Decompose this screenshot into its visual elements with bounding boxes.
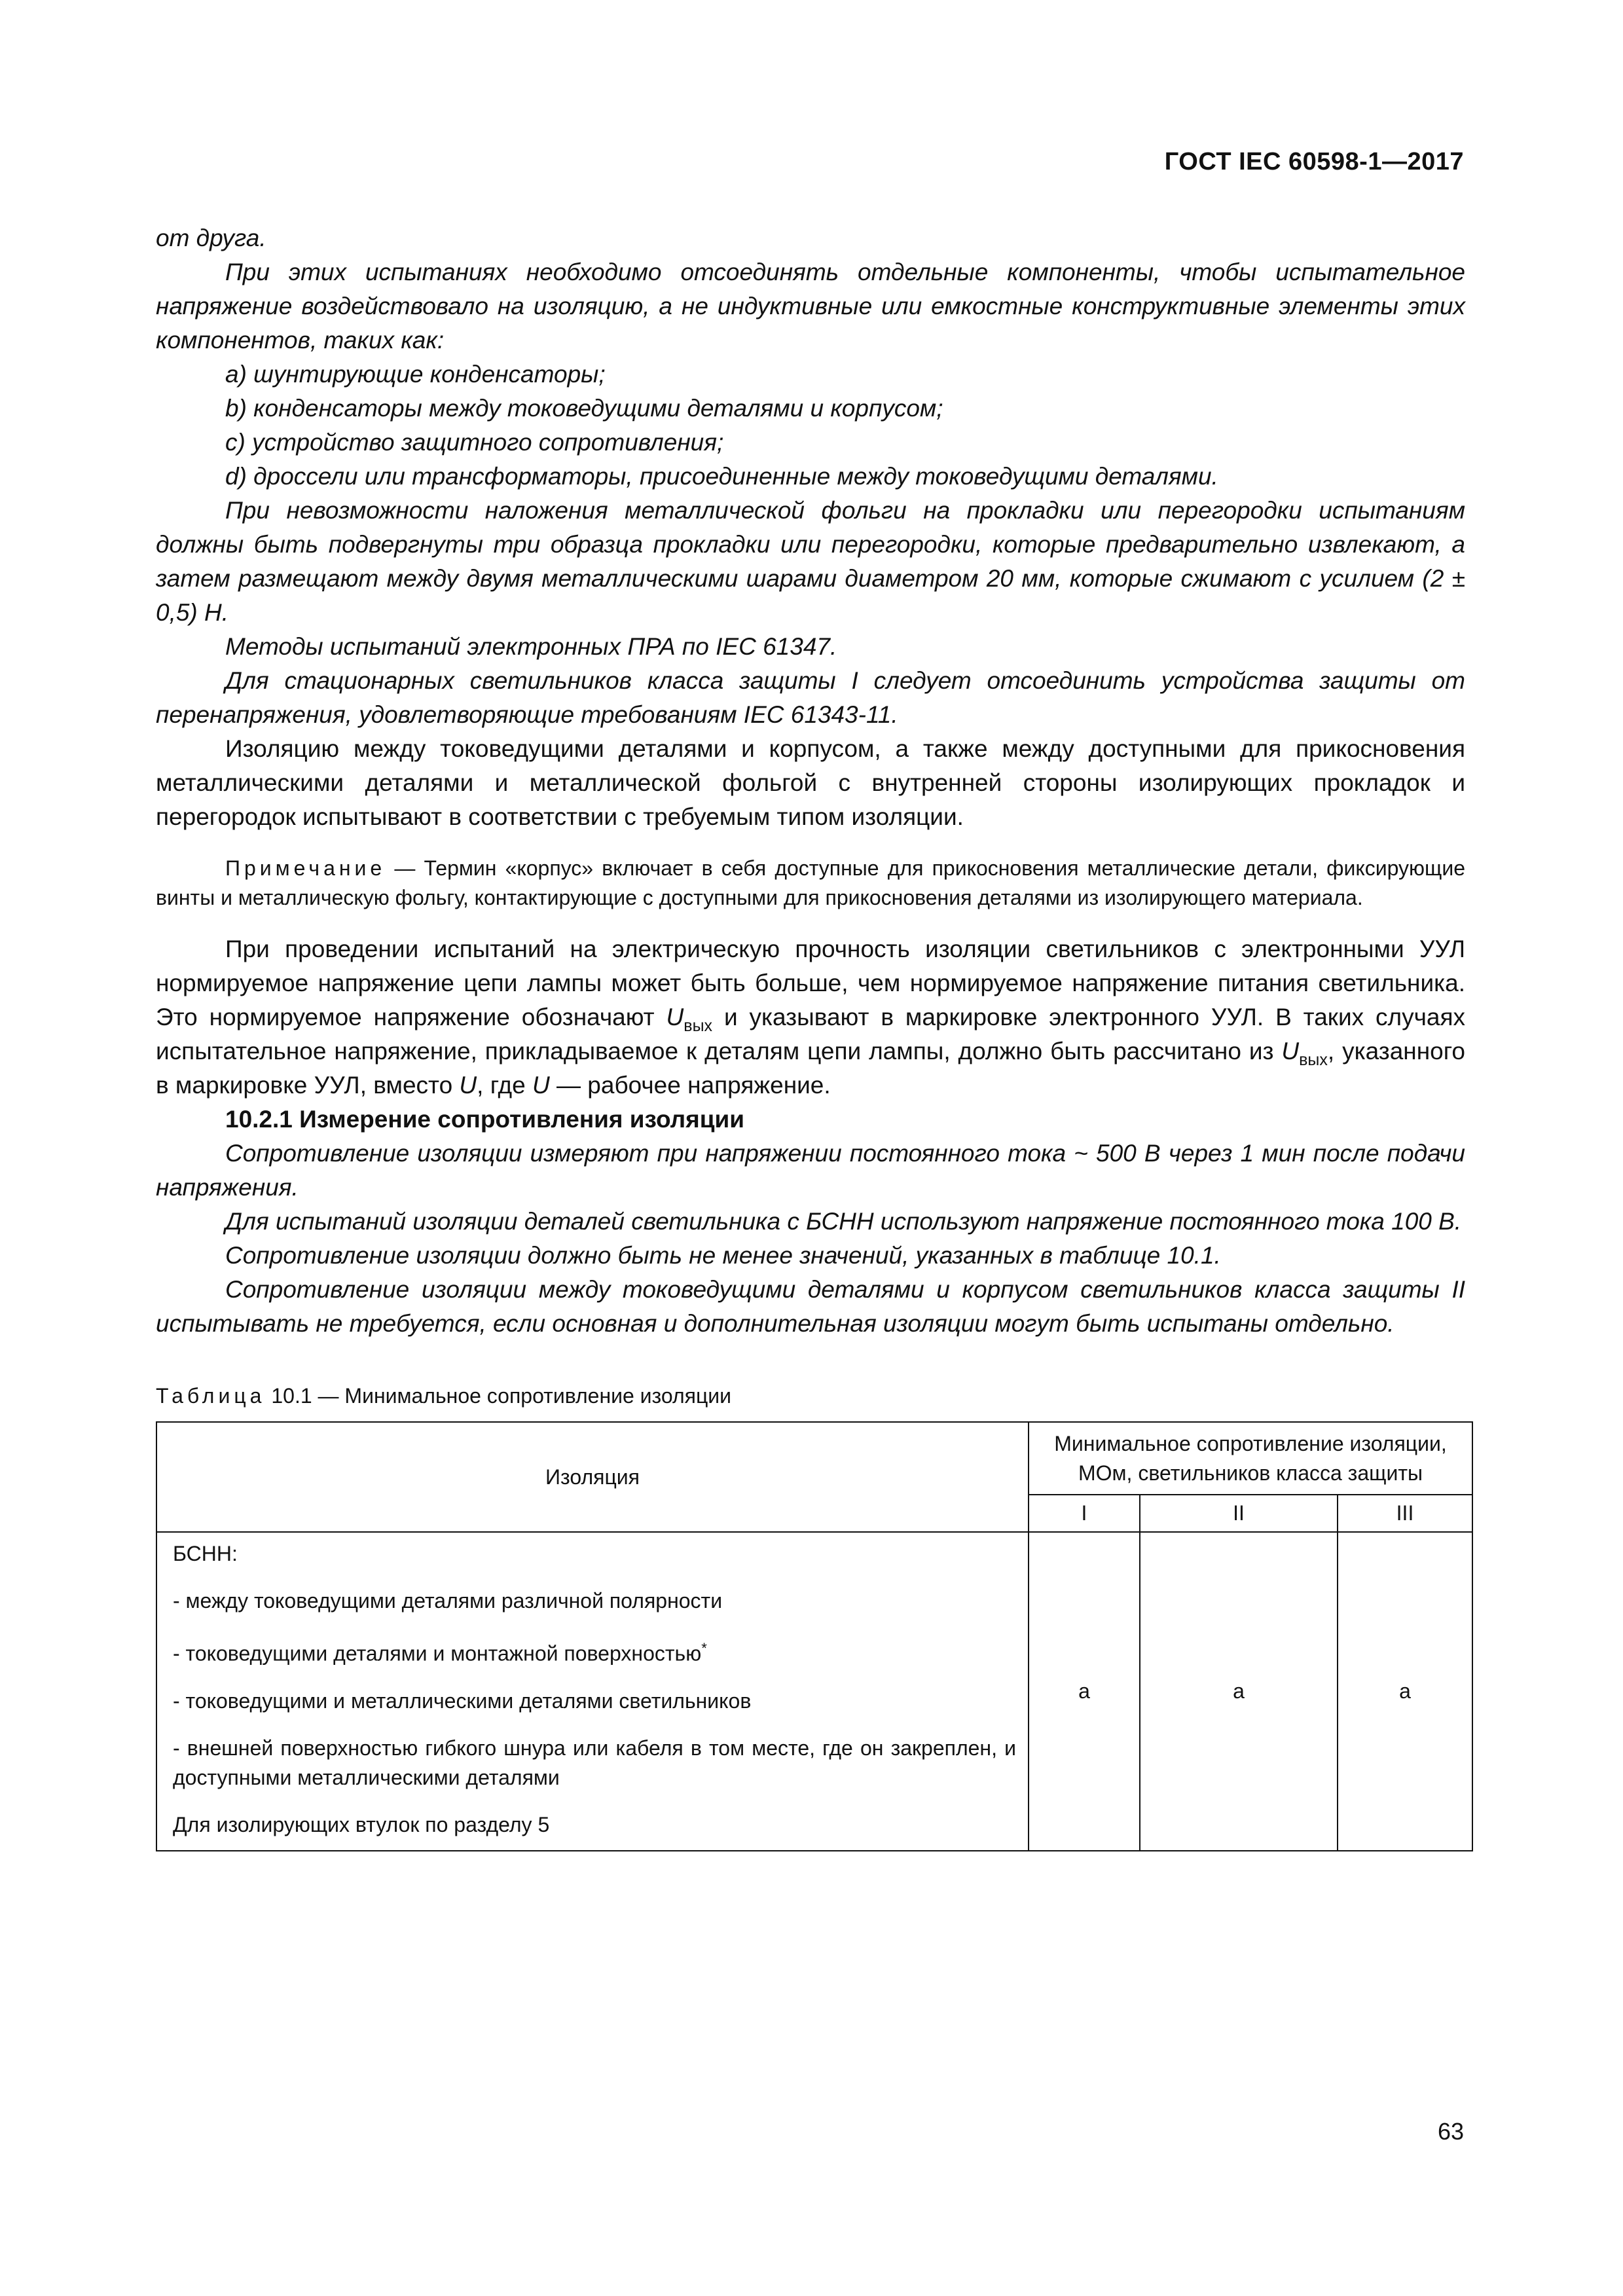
list-item-a: a) шунтирующие конденсаторы; (225, 361, 606, 388)
table-row-label: - внешней поверхностью гибкого шнура или кабеля в том месте, где он закреплен, и доступными металлическими деталями (173, 1736, 1016, 1789)
table-row-label: Для изолирующих втулок по разделу 5 (173, 1812, 550, 1836)
value-class-3: a (1338, 1532, 1472, 1851)
column-header-min-resistance: Минимальное сопротивление изоляции, МОм, светильников класса защиты (1029, 1422, 1472, 1495)
table-row-label: - между токоведущими деталями различной полярности (173, 1589, 723, 1613)
note-label: Примечание (225, 856, 386, 880)
value-class-2: a (1140, 1532, 1338, 1851)
page-number: 63 (1437, 2118, 1464, 2145)
symbol-sub: вых (1299, 1051, 1328, 1069)
note-text: — Термин «корпус» включает в себя доступные для прикосновения металлические детали, фиксирующие винты и металлическую фольгу, контактирующие с доступными для прикосновения деталями из изолирующего материала. (156, 856, 1465, 909)
symbol-sub: вых (684, 1017, 713, 1035)
symbol-u: U (459, 1072, 477, 1099)
table-caption-label: Таблица (156, 1384, 266, 1408)
table-row-label (173, 1633, 1016, 1669)
section-paragraph-3: Сопротивление изоляции должно быть не менее значений, указанных в таблице 10.1. (225, 1242, 1221, 1269)
symbol-u: U (666, 1004, 684, 1030)
section-paragraph-1: Сопротивление изоляции измеряют при напряжении постоянного тока ~ 500 В через 1 мин после подачи напряжения. (156, 1140, 1465, 1201)
class-header-3: III (1338, 1495, 1472, 1532)
table-caption-text: 10.1 — Минимальное сопротивление изоляции (265, 1384, 732, 1408)
paragraph-components: При этих испытаниях необходимо отсоединять отдельные компоненты, чтобы испытательное напряжение воздействовало на изоляцию, а не индуктивные или емкостные конструктивные элементы этих компонентов, таких как: (156, 259, 1465, 354)
p7-part4: , где (477, 1072, 532, 1099)
section-paragraph-4: Сопротивление изоляции между токоведущими деталями и корпусом светильников класса защиты II испытывать не требуется, если основная и дополнительная изоляции могут быть испытаны отдельно. (156, 1276, 1465, 1337)
paragraph-foil: При невозможности наложения металлической фольги на прокладки или перегородки испытаниям должны быть подвергнуты три образца прокладки или перегородки, которые предварительно извлекают, а затем размещают между двумя металлическими шарами диаметром 20 мм, которые сжимают с усилием (2 ± 0,5) Н. (156, 497, 1465, 626)
column-header-insulation: Изоляция (156, 1422, 1029, 1532)
page-content (156, 221, 1465, 1851)
p7-part5: — рабочее напряжение. (549, 1072, 831, 1099)
class-header-2: II (1140, 1495, 1338, 1532)
insulation-cell (156, 1532, 1029, 1851)
p7-part2: и указывают в маркировке электронного УУЛ. В таких случаях испытательное напряжение, прикладываемое к деталям цепи лампы, должно быть рассчитано из (156, 1004, 1466, 1065)
p7-part1: При проведении испытаний на электрическую прочность изоляции светильников с электронными УУЛ нормируемое напряжение цепи лампы может быть больше, чем нормируемое напряжение питания светильника. Это нормируемое напряжение обозначают (156, 936, 1465, 1030)
note (156, 854, 1465, 913)
insulation-table (156, 1421, 1473, 1851)
table-caption (156, 1381, 1465, 1411)
paragraph-ballast (156, 932, 1465, 1102)
section-heading: 10.2.1 Измерение сопротивления изоляции (225, 1106, 745, 1133)
list-item-d: d) дроссели или трансформаторы, присоединенные между токоведущими деталями. (225, 463, 1218, 490)
list-item-c: c) устройство защитного сопротивления; (225, 429, 724, 456)
footnote-mark: * (701, 1640, 707, 1656)
class-header-1: I (1029, 1495, 1140, 1532)
paragraph-methods: Методы испытаний электронных ПРА по IEC 61347. (225, 633, 837, 660)
paragraph-stationary: Для стационарных светильников класса защиты I следует отсоединить устройства защиты от перенапряжения, удовлетворяющие требованиям IEC 61343-11. (156, 667, 1465, 728)
symbol-u: U (532, 1072, 550, 1099)
value-class-1: a (1029, 1532, 1140, 1851)
document-header: ГОСТ IEC 60598-1—2017 (1164, 148, 1464, 175)
table-header-row (156, 1422, 1472, 1495)
table-row-label: - токоведущими и металлическими деталями светильников (173, 1688, 752, 1713)
paragraph-insulation: Изоляцию между токоведущими деталями и корпусом, а также между доступными для прикосновения металлическими деталями и металлической фольгой с внутренней стороны изолирующих прокладок и перегородок испытывают в соответствии с требуемым типом изоляции. (156, 735, 1465, 830)
section-paragraph-2: Для испытаний изоляции деталей светильника с БСНН используют напряжение постоянного тока 100 В. (225, 1208, 1462, 1235)
list-item-b: b) конденсаторы между токоведущими деталями и корпусом; (225, 395, 943, 422)
p7-part3: , указанного в маркировке УУЛ, вместо (156, 1038, 1466, 1099)
table-row-label: БСНН: (173, 1542, 238, 1565)
paragraph-continuation: от друга. (156, 225, 266, 251)
table-body-row (156, 1532, 1472, 1851)
row-text: - токоведущими деталями и монтажной поверхностью (173, 1641, 702, 1666)
symbol-u: U (1281, 1038, 1300, 1065)
